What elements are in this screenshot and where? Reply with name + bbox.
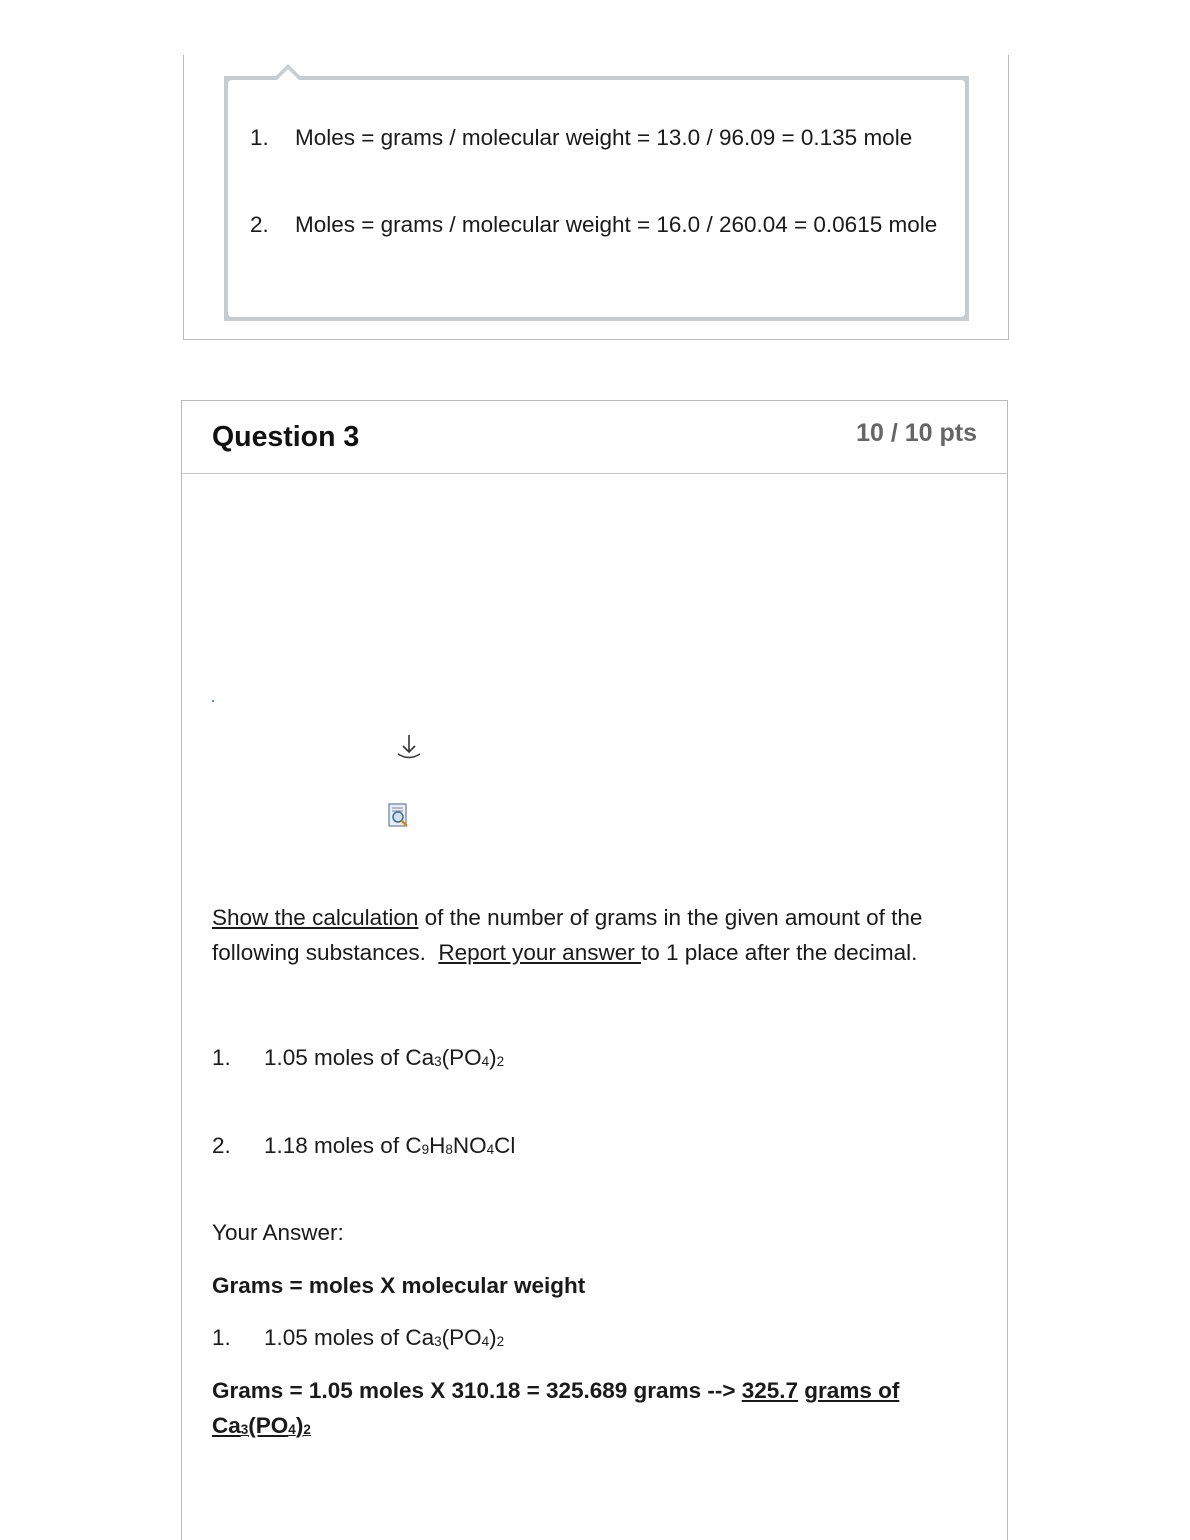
item-text: 1.18 moles of C	[264, 1133, 422, 1158]
question-card	[181, 400, 1008, 1540]
answer-comment-bubble	[224, 76, 969, 321]
question-title: Question 3	[212, 421, 360, 453]
item-text: NO	[452, 1133, 487, 1158]
item-text: (PO	[441, 1325, 482, 1350]
prompt-emphasis-show-calculation: Show the calculation	[212, 905, 419, 930]
subscript: 2	[496, 1053, 505, 1069]
subscript: 9	[421, 1141, 430, 1157]
calc-formula: (PO	[248, 1413, 289, 1438]
prompt-text-end: to 1 place after the decimal.	[640, 940, 918, 965]
line-text: Moles = grams / molecular weight = 13.0 / 96.09 = 0.135 mole	[295, 125, 913, 150]
download-icon[interactable]	[396, 733, 422, 760]
previous-answer-line-1	[250, 120, 941, 155]
subscript: 2	[496, 1333, 505, 1349]
prompt-emphasis-report-answer: Report your answer	[438, 940, 641, 965]
calc-unit: g	[804, 1378, 819, 1403]
item-text: (PO	[441, 1045, 482, 1070]
item-text: Cl	[494, 1133, 516, 1158]
subscript: 4	[481, 1053, 490, 1069]
answer-formula: Grams = moles X molecular weight	[212, 1273, 586, 1298]
question-item-2	[212, 1128, 515, 1166]
previous-answer-line-2	[250, 207, 941, 242]
calc-result: 325.7	[741, 1378, 799, 1403]
item-number: 1.	[212, 1325, 231, 1350]
document-preview-icon[interactable]	[386, 802, 412, 829]
item-number: 1.	[212, 1045, 231, 1070]
question-prompt	[212, 900, 972, 970]
item-text: )	[489, 1325, 497, 1350]
subscript: 3	[434, 1053, 442, 1069]
embedded-object-marker	[212, 700, 214, 702]
answer-calculation	[212, 1373, 972, 1446]
bubble-pointer-inner	[277, 69, 299, 80]
question-header	[182, 401, 1007, 474]
subscript: 3	[434, 1333, 442, 1349]
line-number: 2.	[250, 212, 269, 237]
item-text: 1.05 moles of Ca	[264, 1325, 435, 1350]
item-text: H	[429, 1133, 446, 1158]
your-answer-label: Your Answer:	[212, 1220, 344, 1245]
calc-formula: )	[295, 1413, 304, 1438]
subscript: 2	[303, 1421, 311, 1437]
subscript: 4	[481, 1333, 490, 1349]
line-number: 1.	[250, 125, 269, 150]
answer-item-1	[212, 1320, 504, 1358]
subscript: 3	[240, 1421, 249, 1437]
item-text: 1.05 moles of Ca	[264, 1045, 435, 1070]
subscript: 8	[445, 1141, 453, 1157]
calc-formula: Ca	[212, 1413, 241, 1438]
subscript: 4	[486, 1141, 495, 1157]
calc-text: Grams = 1.05 moles X 310.18 = 325.689 grams -->	[212, 1378, 742, 1403]
prompt-text: of the number of grams in the given amount of the following substances.	[212, 905, 929, 965]
question-item-1	[212, 1040, 504, 1078]
item-text: )	[489, 1045, 497, 1070]
line-text: Moles = grams / molecular weight = 16.0 / 260.04 = 0.0615 mole	[295, 212, 938, 237]
subscript: 4	[288, 1421, 296, 1437]
calc-unit: rams of	[818, 1378, 900, 1403]
question-points: 10 / 10 pts	[856, 419, 977, 447]
item-number: 2.	[212, 1133, 231, 1158]
